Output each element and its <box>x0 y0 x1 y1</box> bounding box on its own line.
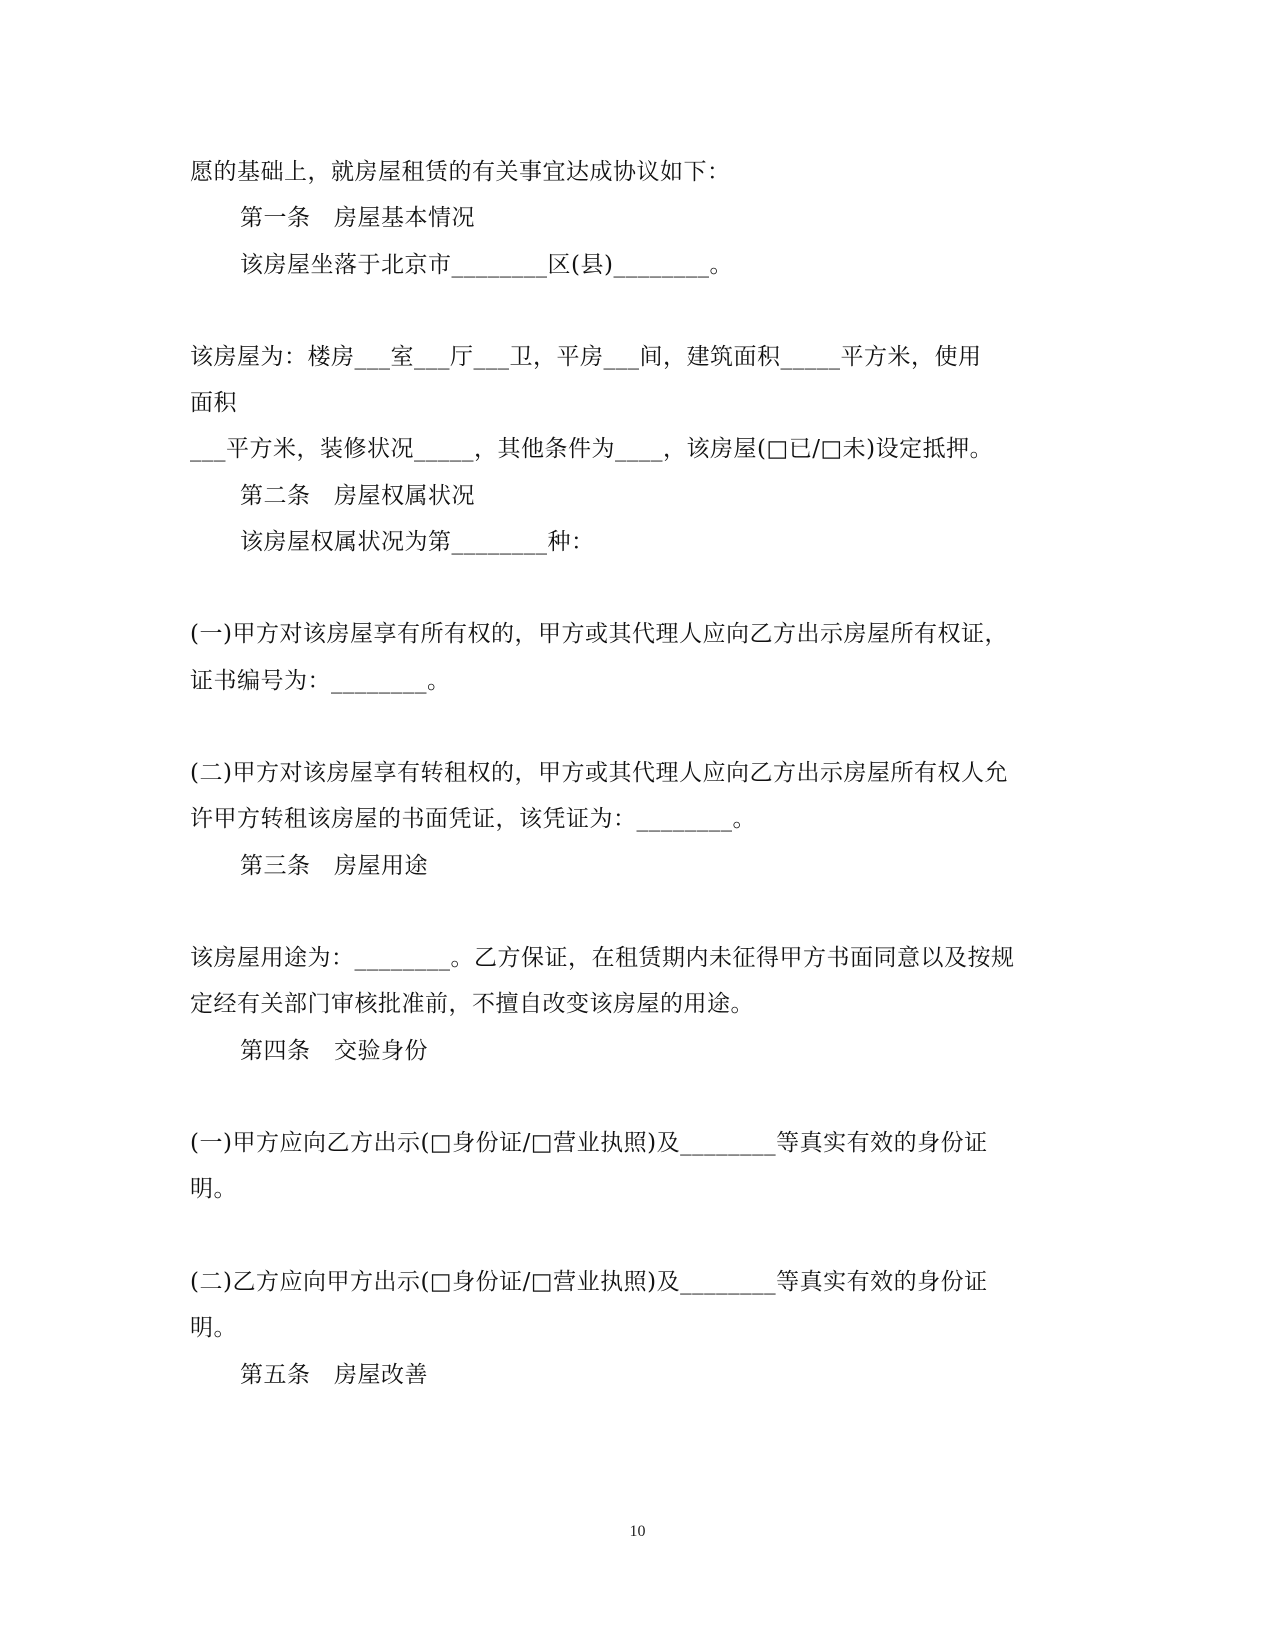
paragraph-line: ___平方米，装修状况_____，其他条件为____，该房屋(□已/□未)设定抵押。 <box>190 436 994 462</box>
paragraph-line: 面积 <box>190 390 237 416</box>
paragraph-line: (二)乙方应向甲方出示(□身份证/□营业执照)及________等真实有效的身份证 <box>190 1269 988 1295</box>
paragraph-line: (一)甲方应向乙方出示(□身份证/□营业执照)及________等真实有效的身份证 <box>190 1130 988 1156</box>
paragraph-line: 明。 <box>190 1315 237 1341</box>
paragraph-line: 明。 <box>190 1176 237 1202</box>
article-heading: 第二条 房屋权属状况 <box>240 483 475 509</box>
paragraph-line: 定经有关部门审核批准前，不擅自改变该房屋的用途。 <box>190 991 754 1017</box>
paragraph-line: (一)甲方对该房屋享有所有权的，甲方或其代理人应向乙方出示房屋所有权证， <box>190 621 1008 647</box>
article-heading: 第一条 房屋基本情况 <box>240 205 475 231</box>
article-heading: 第四条 交验身份 <box>240 1038 428 1064</box>
paragraph-line: 愿的基础上，就房屋租赁的有关事宜达成协议如下： <box>190 159 731 185</box>
article-heading: 第五条 房屋改善 <box>240 1362 428 1388</box>
paragraph-line: 该房屋用途为：________。乙方保证，在租赁期内未征得甲方书面同意以及按规 <box>190 945 1015 971</box>
paragraph-line: 该房屋坐落于北京市________区(县)________。 <box>240 252 733 278</box>
paragraph-line: 许甲方转租该房屋的书面凭证，该凭证为：________。 <box>190 806 756 832</box>
paragraph-line: 证书编号为：________。 <box>190 668 451 694</box>
paragraph-line: (二)甲方对该房屋享有转租权的，甲方或其代理人应向乙方出示房屋所有权人允 <box>190 760 1008 786</box>
page-number: 10 <box>629 1523 646 1540</box>
article-heading: 第三条 房屋用途 <box>240 853 428 879</box>
paragraph-line: 该房屋为：楼房___室___厅___卫，平房___间，建筑面积_____平方米，使用 <box>190 344 982 370</box>
paragraph-line: 该房屋权属状况为第________种： <box>240 529 595 555</box>
